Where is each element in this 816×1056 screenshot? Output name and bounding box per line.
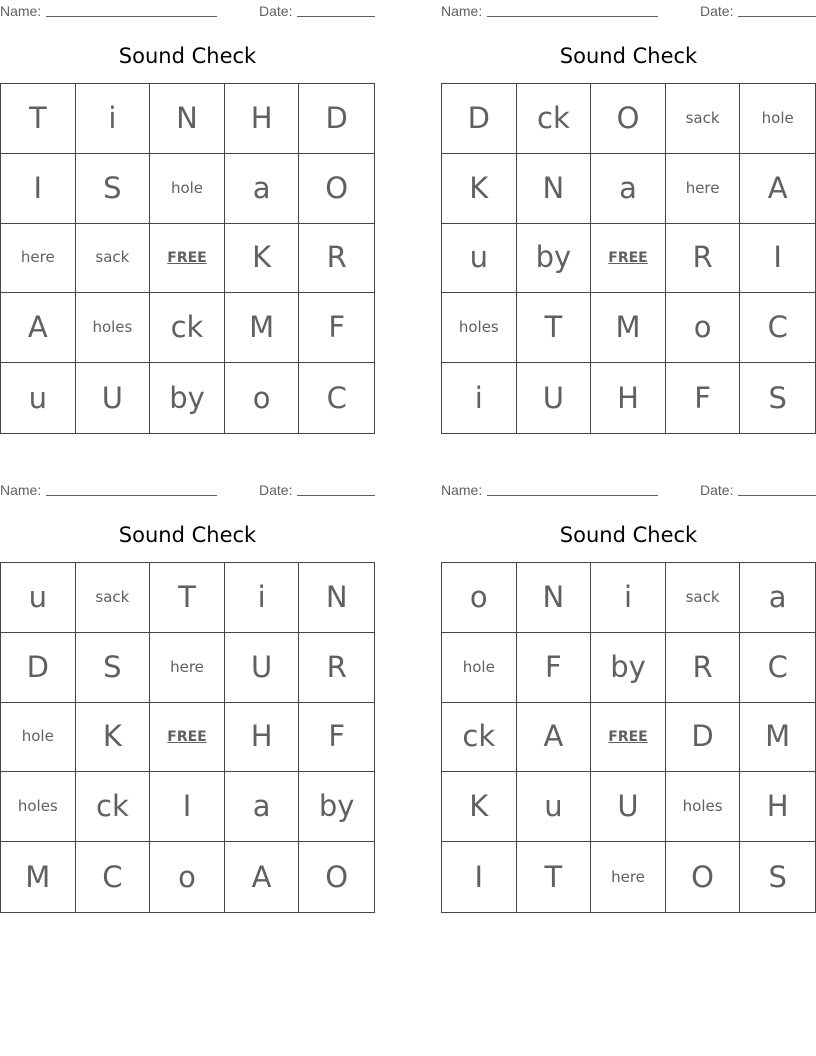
free-space-cell: FREE	[150, 224, 225, 294]
bingo-cell: A	[1, 293, 76, 363]
bingo-cell: a	[225, 154, 300, 224]
name-date-row	[441, 479, 816, 499]
bingo-cell: o	[150, 842, 225, 912]
bingo-cell: T	[1, 84, 76, 154]
bingo-cell: U	[225, 633, 300, 703]
bingo-cell: C	[76, 842, 151, 912]
bingo-cell: R	[299, 224, 374, 294]
bingo-cell: o	[225, 363, 300, 433]
bingo-cell: N	[517, 563, 592, 633]
bingo-cell: sack	[76, 563, 151, 633]
bingo-cell: i	[76, 84, 151, 154]
bingo-cell: hole	[740, 84, 815, 154]
bingo-grid	[0, 562, 375, 913]
bingo-cell: D	[1, 633, 76, 703]
bingo-cell: sack	[666, 84, 741, 154]
date-label: Date:	[700, 482, 734, 498]
bingo-cell: M	[1, 842, 76, 912]
name-blank-line	[487, 495, 658, 496]
bingo-cell: F	[299, 293, 374, 363]
name-label: Name:	[441, 482, 483, 498]
bingo-cell: I	[150, 772, 225, 842]
bingo-cell: N	[517, 154, 592, 224]
bingo-cell: ck	[442, 703, 517, 773]
bingo-cell: by	[517, 224, 592, 294]
bingo-card	[0, 479, 375, 913]
date-blank-line	[297, 16, 375, 17]
bingo-cell: u	[517, 772, 592, 842]
bingo-cell: R	[666, 633, 741, 703]
bingo-cell: K	[442, 154, 517, 224]
bingo-cell: hole	[150, 154, 225, 224]
bingo-cell: i	[225, 563, 300, 633]
bingo-cell: O	[299, 154, 374, 224]
bingo-cell: C	[326, 380, 347, 415]
bingo-cell: U	[517, 363, 592, 433]
bingo-grid	[441, 83, 816, 434]
bingo-cell: holes	[442, 293, 517, 363]
bingo-cell: H	[591, 363, 666, 433]
bingo-cell: F	[517, 633, 592, 703]
bingo-cell: C	[740, 633, 815, 703]
name-label: Name:	[0, 3, 42, 19]
bingo-cell: sack	[666, 563, 741, 633]
name-label: Name:	[0, 482, 42, 498]
bingo-cell: A	[517, 703, 592, 773]
bingo-cell: a	[591, 154, 666, 224]
bingo-cell: A	[225, 842, 300, 912]
bingo-cell: M	[591, 293, 666, 363]
bingo-cell: R	[666, 224, 741, 294]
bingo-cell: T	[517, 293, 592, 363]
bingo-cell: I	[1, 154, 76, 224]
bingo-cell: i	[591, 563, 666, 633]
bingo-cell: a	[225, 772, 300, 842]
bingo-cell: S	[76, 633, 151, 703]
name-blank-line	[46, 495, 217, 496]
card-title: Sound Check	[118, 44, 257, 68]
bingo-cell: U	[591, 772, 666, 842]
bingo-cell: H	[740, 772, 815, 842]
bingo-cell: here	[666, 154, 741, 224]
bingo-cell: by	[299, 772, 374, 842]
bingo-cell: ck	[150, 293, 225, 363]
bingo-cell: ck	[517, 84, 592, 154]
bingo-cell: T	[150, 563, 225, 633]
bingo-cell: H	[225, 703, 300, 773]
card-title: Sound Check	[559, 44, 698, 68]
bingo-cell: C	[740, 293, 815, 363]
name-date-row	[0, 479, 375, 499]
bingo-cell: A	[740, 154, 815, 224]
bingo-cell: holes	[666, 772, 741, 842]
bingo-cell: D	[442, 84, 517, 154]
bingo-cell: by	[150, 363, 225, 433]
free-space-cell: FREE	[591, 703, 666, 773]
bingo-cell: U	[76, 363, 151, 433]
bingo-cell: F	[666, 363, 741, 433]
bingo-cell: hole	[1, 703, 76, 773]
bingo-cell: holes	[1, 772, 76, 842]
bingo-cell: H	[225, 84, 300, 154]
bingo-cell: M	[740, 703, 815, 773]
date-label: Date:	[259, 3, 293, 19]
bingo-cell: S	[76, 154, 151, 224]
bingo-cell: o	[442, 563, 517, 633]
date-blank-line	[738, 16, 816, 17]
bingo-cell: T	[517, 842, 592, 912]
bingo-cell: K	[76, 703, 151, 773]
bingo-cell: F	[299, 703, 374, 773]
bingo-cell: D	[666, 703, 741, 773]
bingo-cell: S	[768, 859, 787, 894]
free-space-cell: FREE	[150, 703, 225, 773]
date-blank-line	[738, 495, 816, 496]
bingo-cell: u	[442, 224, 517, 294]
bingo-cell: a	[740, 563, 815, 633]
bingo-cell: u	[1, 563, 76, 633]
bingo-cell: o	[666, 293, 741, 363]
card-title: Sound Check	[559, 523, 698, 547]
bingo-cell: K	[442, 772, 517, 842]
bingo-cell: O	[325, 859, 349, 894]
bingo-card	[441, 479, 816, 913]
bingo-cell: D	[299, 84, 374, 154]
bingo-cell: S	[768, 380, 787, 415]
bingo-cell: sack	[76, 224, 151, 294]
bingo-cell: K	[225, 224, 300, 294]
bingo-cell: here	[591, 842, 666, 912]
bingo-cell: I	[442, 842, 517, 912]
bingo-cell: hole	[442, 633, 517, 703]
bingo-cell: here	[1, 224, 76, 294]
date-label: Date:	[259, 482, 293, 498]
date-blank-line	[297, 495, 375, 496]
name-blank-line	[46, 16, 217, 17]
bingo-cell: N	[150, 84, 225, 154]
bingo-cell: i	[442, 363, 517, 433]
card-title: Sound Check	[118, 523, 257, 547]
free-space-cell: FREE	[591, 224, 666, 294]
name-blank-line	[487, 16, 658, 17]
date-label: Date:	[700, 3, 734, 19]
bingo-card	[441, 0, 816, 434]
bingo-cell: ck	[76, 772, 151, 842]
name-date-row	[0, 0, 375, 20]
bingo-card	[0, 0, 375, 434]
bingo-cell: u	[1, 363, 76, 433]
bingo-cell: by	[591, 633, 666, 703]
bingo-cell: O	[666, 842, 741, 912]
bingo-cell: R	[299, 633, 374, 703]
bingo-grid	[441, 562, 816, 913]
bingo-cell: here	[150, 633, 225, 703]
bingo-cell: O	[591, 84, 666, 154]
bingo-grid	[0, 83, 375, 434]
bingo-cell: holes	[76, 293, 151, 363]
name-label: Name:	[441, 3, 483, 19]
bingo-cell: I	[740, 224, 815, 294]
name-date-row	[441, 0, 816, 20]
bingo-cell: M	[225, 293, 300, 363]
bingo-cell: N	[299, 563, 374, 633]
